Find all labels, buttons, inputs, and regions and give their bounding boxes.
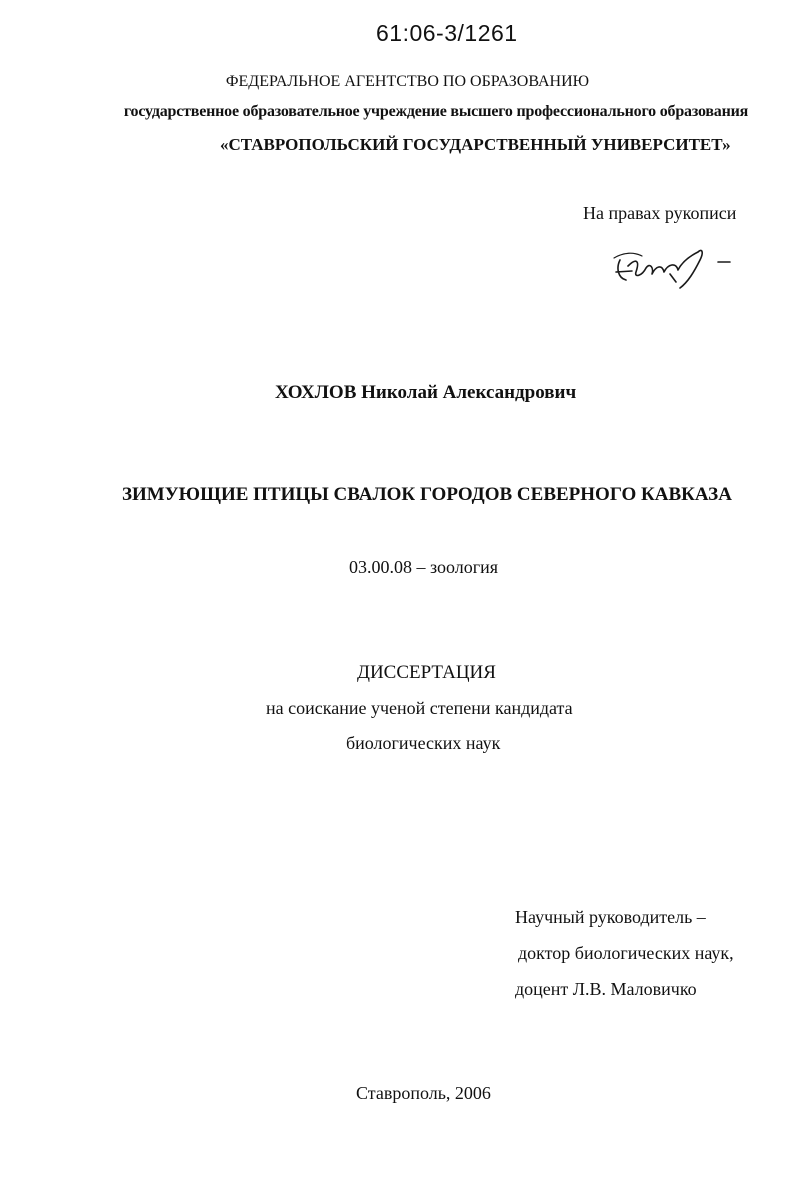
handwritten-signature: [606, 238, 736, 294]
place-year: Ставрополь, 2006: [356, 1083, 491, 1103]
supervisor-line-2: доктор биологических наук,: [518, 943, 734, 963]
degree-line-1: на соискание ученой степени кандидата: [266, 698, 573, 718]
specialty-code: 03.00.08 – зоология: [349, 557, 499, 577]
author-name: ХОХЛОВ Николай Александрович: [275, 382, 577, 403]
degree-line-2: биологических наук: [346, 733, 501, 753]
dissertation-label: ДИССЕРТАЦИЯ: [357, 662, 496, 683]
rights-note: На правах рукописи: [583, 203, 737, 223]
supervisor-line-1: Научный руководитель –: [515, 907, 706, 927]
dissertation-title: ЗИМУЮЩИЕ ПТИЦЫ СВАЛОК ГОРОДОВ СЕВЕРНОГО КАВКАЗА: [122, 484, 732, 505]
supervisor-line-3: доцент Л.В. Маловичко: [515, 979, 697, 999]
institution-line: государственное образовательное учреждение высшего профессионального образования: [123, 103, 749, 120]
agency-heading: ФЕДЕРАЛЬНОЕ АГЕНТСТВО ПО ОБРАЗОВАНИЮ: [225, 73, 590, 90]
catalog-number: 61:06-3/1261: [376, 20, 518, 46]
university-name: «СТАВРОПОЛЬСКИЙ ГОСУДАРСТВЕННЫЙ УНИВЕРСИТЕТ»: [220, 135, 731, 154]
